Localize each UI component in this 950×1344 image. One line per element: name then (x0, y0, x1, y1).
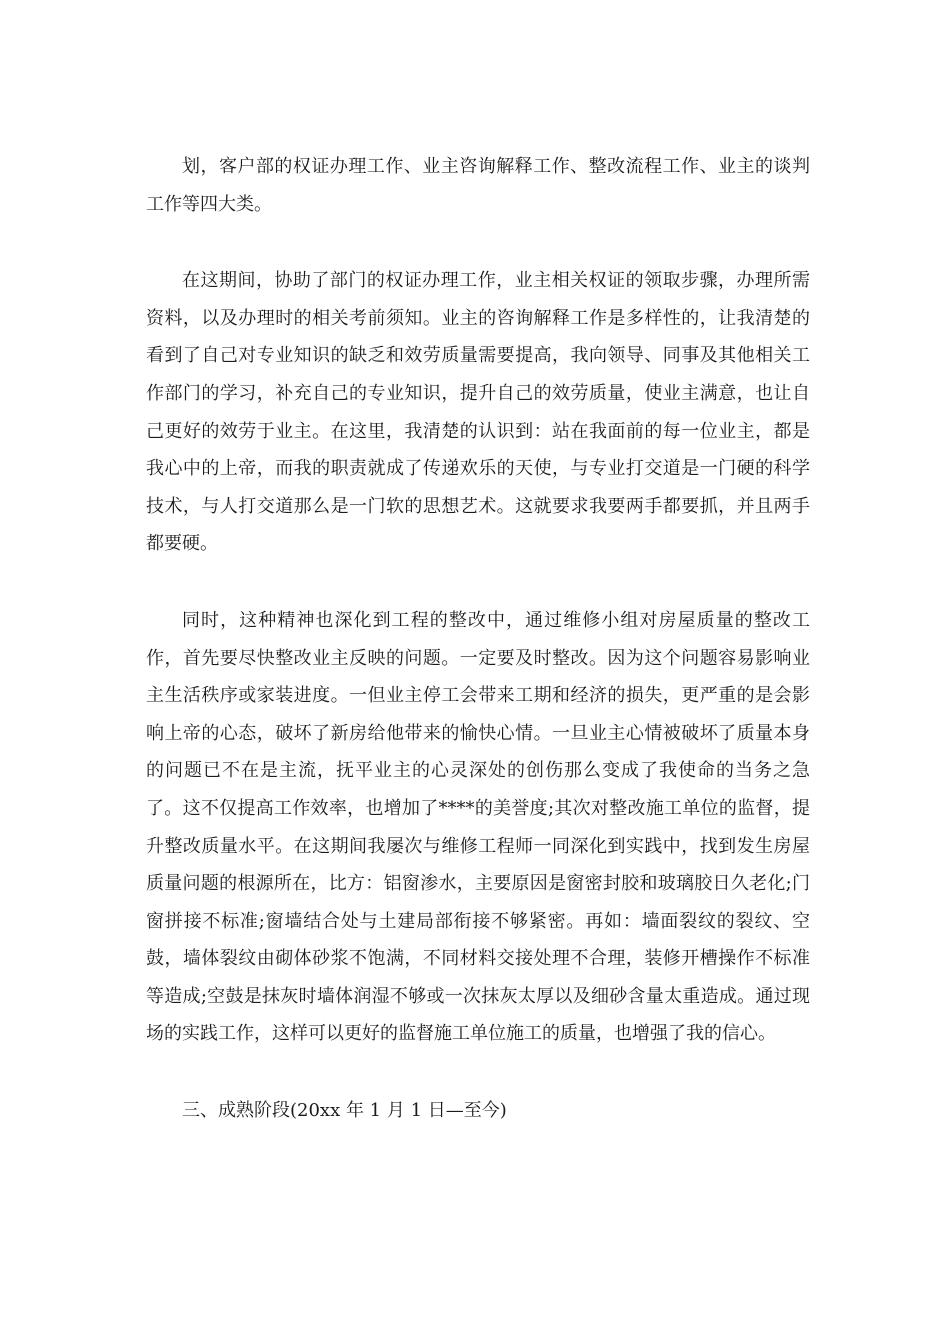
document-body (146, 148, 810, 1130)
paragraph-rights-work: 在这期间，协助了部门的权证办理工作，业主相关权证的领取步骤，办理所需资料，以及办理时的相关考前须知。业主的咨询解释工作是多样性的，让我清楚的看到了自己对专业知识的缺乏和效劳质量需要提高，我向领导、同事及其他相关工作部门的学习，补充自己的专业知识，提升自己的效劳质量，使业主满意，也让自己更好的效劳于业主。在这里，我清楚的认识到：站在我面前的每一位业主，都是我心中的上帝，而我的职责就成了传递欢乐的天使，与专业打交道是一门硬的科学技术，与人打交道那么是一门软的思想艺术。这就要求我要两手都要抓，并且两手都要硬。 (146, 270, 810, 555)
paragraph-rectification-work: 同时，这种精神也深化到工程的整改中，通过维修小组对房屋质量的整改工作，首先要尽快整改业主反映的问题。一定要及时整改。因为这个问题容易影响业主生活秩序或家装进度。一但业主停工会带来工期和经济的损失，更严重的是会影响上帝的心态，破坏了新房给他带来的愉快心情。一旦业主心情被破坏了质量本身的问题已不在是主流，抚平业主的心灵深处的创伤那么变成了我使命的当务之急了。这不仅提高工作效率，也增加了****的美誉度;其次对整改施工单位的监督，提升整改质量水平。在这期间我屡次与维修工程师一同深化到实践中，找到发生房屋质量问题的根源所在，比方：铝窗渗水，主要原因是窗密封胶和玻璃胶日久老化;门窗拼接不标准;窗墙结合处与土建局部衔接不够紧密。再如：墙面裂纹的裂纹、空鼓，墙体裂纹由砌体砂浆不饱满，不同材料交接处理不合理，装修开槽操作不标准等造成;空鼓是抹灰时墙体润湿不够或一次抹灰太厚以及细砂含量太重造成。通过现场的实践工作，这样可以更好的监督施工单位施工的质量，也增强了我的信心。 (146, 609, 810, 1045)
paragraph-continuation: 划，客户部的权证办理工作、业主咨询解释工作、整改流程工作、业主的谈判工作等四大类。 (146, 156, 810, 215)
section-heading: 三、成熟阶段(20xx 年 1 月 1 日—至今) (182, 1100, 507, 1122)
